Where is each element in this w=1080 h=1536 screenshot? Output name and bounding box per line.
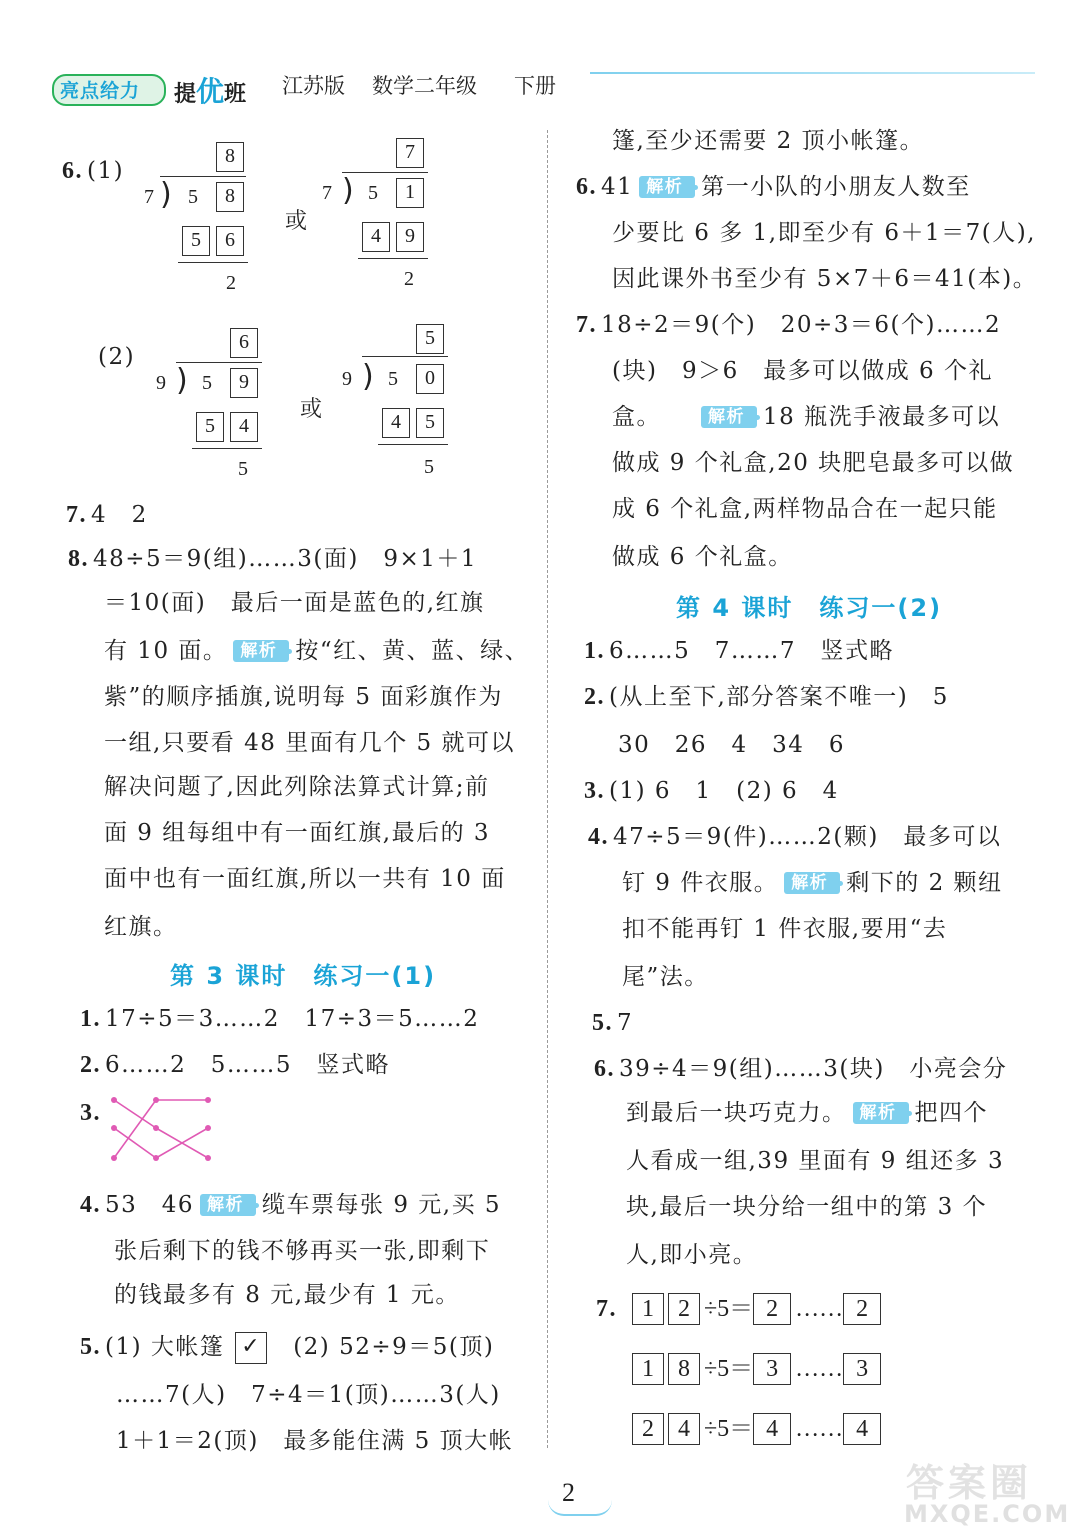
digit-box: 1 — [632, 1293, 664, 1325]
subtract-box: 5 — [182, 226, 210, 256]
analysis-badge: 解析 — [853, 1102, 909, 1124]
dividend-digit: 5 — [388, 368, 398, 390]
answer-text: 18 瓶洗手液最多可以 — [763, 404, 1001, 430]
s4-q2 — [584, 682, 949, 712]
remainder-box: 3 — [843, 1353, 881, 1385]
answer-text: 53 46 — [105, 1192, 195, 1218]
answer-text: 按“红、黄、蓝、绿、 — [295, 638, 530, 664]
division-bracket: ) — [176, 363, 188, 398]
answer-text: 张后剩下的钱不够再买一张,即剩下 — [114, 1238, 491, 1264]
r-q7-line — [612, 402, 1000, 432]
answer-text: 盒。 — [612, 404, 661, 430]
digit-box: 1 — [632, 1353, 664, 1385]
r-q7 — [576, 310, 1001, 340]
answer-text: 人,即小亮。 — [626, 1242, 758, 1268]
s3-q4 — [80, 1190, 501, 1220]
remainder: 2 — [226, 272, 236, 294]
answer-text: 6……2 5……5 竖式略 — [105, 1052, 391, 1078]
q7-left — [66, 500, 148, 530]
operator: ÷5＝ — [704, 1296, 754, 1322]
answer-text: 面中也有一面红旗,所以一共有 10 面 — [104, 866, 506, 892]
answer-text: 块,最后一块分给一组中的第 3 个 — [626, 1194, 988, 1220]
answer-text: 6……5 7……7 竖式略 — [609, 638, 895, 664]
question-number: 4. — [588, 824, 609, 850]
analysis-badge: 解析 — [784, 872, 840, 894]
header-badge-text: 亮点给力 — [60, 80, 141, 102]
question-number: 5. — [592, 1010, 613, 1036]
subtract-box: 6 — [216, 226, 244, 256]
subtract-box: 5 — [416, 408, 444, 438]
dividend-box: 8 — [216, 182, 244, 212]
q8-line — [68, 544, 477, 574]
remainder-box: 2 — [843, 1293, 881, 1325]
analysis-badge: 解析 — [701, 406, 757, 428]
answer-text: 第一小队的小朋友人数至 — [701, 174, 971, 200]
digit-box: 2 — [668, 1293, 700, 1325]
r-q6 — [576, 172, 971, 202]
answer-text: (从上至下,部分答案不唯一) 5 — [609, 684, 949, 710]
answer-text: 少要比 6 多 1,即至少有 6＋1＝7(人), — [612, 220, 1036, 246]
question-number: 7. — [576, 312, 597, 338]
question-number: 7. — [596, 1296, 617, 1322]
part-label: (2) — [98, 344, 136, 370]
s3-q3 — [80, 1098, 105, 1128]
remainder-box: 4 — [843, 1413, 881, 1445]
question-number: 7. — [66, 502, 87, 528]
answer-text: 47÷5＝9(件)……2(颗) 最多可以 — [613, 824, 1002, 850]
digit-box: 8 — [668, 1353, 700, 1385]
answer-text: 紫”的顺序插旗,说明每 5 面彩旗作为 — [104, 684, 503, 710]
quotient-box: 4 — [753, 1413, 791, 1445]
quotient-box: 3 — [753, 1353, 791, 1385]
answer-text: 人看成一组,39 里面有 9 组还多 3 — [626, 1148, 1005, 1174]
divisor: 9 — [342, 368, 352, 390]
subtract-box: 4 — [382, 408, 410, 438]
remainder-dots: …… — [795, 1296, 844, 1322]
answer-text: 30 26 4 34 6 — [618, 732, 846, 758]
s3-q5 — [80, 1332, 494, 1364]
brand-prefix: 提 — [174, 82, 197, 107]
question-number: 2. — [80, 1052, 101, 1078]
analysis-badge: 解析 — [233, 640, 289, 662]
analysis-badge: 解析 — [200, 1194, 256, 1216]
answer-text: 缆车票每张 9 元,买 5 — [262, 1192, 502, 1218]
quotient-box: 6 — [230, 328, 258, 358]
answer-text: (块) 9＞6 最多可以做成 6 个礼 — [612, 358, 993, 384]
question-number: 5. — [80, 1334, 101, 1360]
watermark-url: MXQE.COM — [904, 1500, 1071, 1528]
box-equation-row — [632, 1348, 885, 1385]
dot — [111, 1097, 117, 1103]
answer-text: 17÷5＝3……2 17÷3＝5……2 — [105, 1006, 480, 1032]
brand-suffix: 班 — [224, 82, 247, 107]
answer-text: (1) 大帐篷 — [105, 1334, 225, 1360]
answer-text: 有 10 面。 — [104, 638, 228, 664]
page-number: 2 — [562, 1478, 575, 1507]
answer-text: 4 2 — [91, 502, 148, 528]
s4-q4 — [588, 822, 1001, 852]
digit-box: 2 — [632, 1413, 664, 1445]
answer-text: 扣不能再钉 1 件衣服,要用“去 — [622, 916, 948, 942]
header-rule — [590, 72, 1035, 74]
division-bar — [342, 172, 428, 173]
dividend-digit: 5 — [202, 372, 212, 394]
answer-text: 48÷5＝9(组)……3(面) 9×1＋1 — [93, 546, 478, 572]
dividend-box: 0 — [416, 364, 444, 394]
section-title: 第 4 课时 练习一(2) — [676, 594, 943, 622]
page-number-swoosh — [548, 1500, 612, 1516]
part-label: (1) — [87, 158, 125, 184]
answer-text: 解决问题了,因此列除法算式计算;前 — [104, 774, 490, 800]
brand-highlight: 优 — [196, 75, 225, 108]
answer-text: 做成 9 个礼盒,20 块肥皂最多可以做 — [612, 450, 1015, 476]
divisor: 9 — [156, 372, 166, 394]
subtract-line — [378, 444, 448, 445]
column-divider — [547, 130, 548, 1448]
answer-text: 钉 9 件衣服。 — [622, 870, 779, 896]
or-label: 或 — [285, 209, 308, 234]
subtract-line — [358, 258, 428, 259]
subtract-line — [178, 262, 248, 263]
question-number: 6. — [62, 158, 83, 184]
digit-box: 4 — [668, 1413, 700, 1445]
answer-text: 做成 6 个礼盒。 — [612, 544, 793, 570]
q6-left — [62, 156, 124, 186]
analysis-badge: 解析 — [639, 176, 695, 198]
subtract-box: 5 — [196, 412, 224, 442]
answer-text: (2) 52÷9＝5(顶) — [293, 1334, 495, 1360]
s4-q3 — [584, 776, 839, 806]
question-number: 3. — [584, 778, 605, 804]
check-box: ✓ — [235, 1332, 267, 1364]
header-subject: 数学二年级 — [372, 74, 477, 98]
s3-q1 — [80, 1004, 479, 1034]
question-number: 4. — [80, 1192, 101, 1218]
remainder: 2 — [404, 268, 414, 290]
remainder: 5 — [238, 458, 248, 480]
question-number: 3. — [80, 1100, 101, 1126]
s4-q6 — [594, 1054, 1007, 1084]
s4-q6-line — [626, 1098, 988, 1128]
divisor: 7 — [322, 182, 332, 204]
question-number: 2. — [584, 684, 605, 710]
answer-text: 因此课外书至少有 5×7＋6＝41(本)。 — [612, 266, 1038, 292]
division-bracket: ) — [362, 359, 374, 394]
answer-text: 一组,只要看 48 里面有几个 5 就可以 — [104, 730, 515, 756]
answer-text: 把四个 — [914, 1100, 988, 1126]
answer-text: 41 — [601, 174, 634, 200]
quotient-box: 7 — [396, 138, 424, 168]
division-bar — [160, 176, 246, 177]
or-label: 或 — [300, 397, 323, 422]
answer-text: 18÷2＝9(个) 20÷3＝6(个)……2 — [601, 312, 1002, 338]
s4-q1 — [584, 636, 894, 666]
subtract-box: 4 — [230, 412, 258, 442]
matching-lines-figure — [104, 1092, 220, 1176]
quotient-box: 8 — [216, 142, 244, 172]
dividend-box: 9 — [230, 368, 258, 398]
remainder-dots: …… — [795, 1356, 844, 1382]
s4-q5 — [592, 1008, 633, 1038]
box-equation-row — [632, 1408, 885, 1445]
watermark-logo: 答案圈 — [906, 1461, 1033, 1505]
quotient-box: 2 — [753, 1293, 791, 1325]
operator: ÷5＝ — [704, 1356, 754, 1382]
dividend-digit: 5 — [188, 186, 198, 208]
answer-text: 剩下的 2 颗纽 — [846, 870, 1003, 896]
brand — [174, 70, 246, 110]
answer-text: 尾”法。 — [622, 964, 709, 990]
answer-text: 红旗。 — [104, 914, 178, 940]
divisor: 7 — [144, 186, 154, 208]
remainder-dots: …… — [795, 1416, 844, 1442]
box-equation-row — [632, 1288, 885, 1325]
answer-text: 篷,至少还需要 2 顶小帐篷。 — [612, 128, 925, 154]
answer-text: 成 6 个礼盒,两样物品合在一起只能 — [612, 496, 998, 522]
dividend-digit: 5 — [368, 182, 378, 204]
s3-q2 — [80, 1050, 390, 1080]
question-number: 1. — [80, 1006, 101, 1032]
answer-text: 面 9 组每组中有一面红旗,最后的 3 — [104, 820, 491, 846]
subtract-box: 4 — [362, 222, 390, 252]
division-bar — [362, 356, 448, 357]
s4-q4-line — [622, 868, 1003, 898]
remainder: 5 — [424, 456, 434, 478]
division-bracket: ) — [160, 177, 172, 212]
division-bracket: ) — [342, 173, 354, 208]
s4-q7 — [596, 1294, 621, 1324]
operator: ÷5＝ — [704, 1416, 754, 1442]
q8-line — [104, 636, 529, 666]
answer-text: ＝10(面) 最后一面是蓝色的,红旗 — [104, 590, 485, 616]
answer-text: 39÷4＝9(组)……3(块) 小亮会分 — [619, 1056, 1008, 1082]
header-edition: 江苏版 — [282, 74, 345, 98]
answer-text: 1＋1＝2(顶) 最多能住满 5 顶大帐 — [116, 1428, 514, 1454]
division-bar — [176, 362, 262, 363]
question-number: 6. — [594, 1056, 615, 1082]
answer-text: (1) 6 1 (2) 6 4 — [609, 778, 839, 804]
answer-text: 的钱最多有 8 元,最少有 1 元。 — [114, 1282, 460, 1308]
question-number: 6. — [576, 174, 597, 200]
answer-text: 到最后一块巧克力。 — [626, 1100, 847, 1126]
dividend-box: 1 — [396, 178, 424, 208]
answer-text: 7 — [617, 1010, 634, 1036]
subtract-box: 9 — [396, 222, 424, 252]
answer-text: ……7(人) 7÷4＝1(顶)……3(人) — [116, 1382, 501, 1408]
question-number: 8. — [68, 546, 89, 572]
quotient-box: 5 — [416, 324, 444, 354]
header-volume: 下册 — [514, 74, 556, 98]
section-title: 第 3 课时 练习一(1) — [170, 962, 437, 990]
subtract-line — [192, 448, 262, 449]
question-number: 1. — [584, 638, 605, 664]
